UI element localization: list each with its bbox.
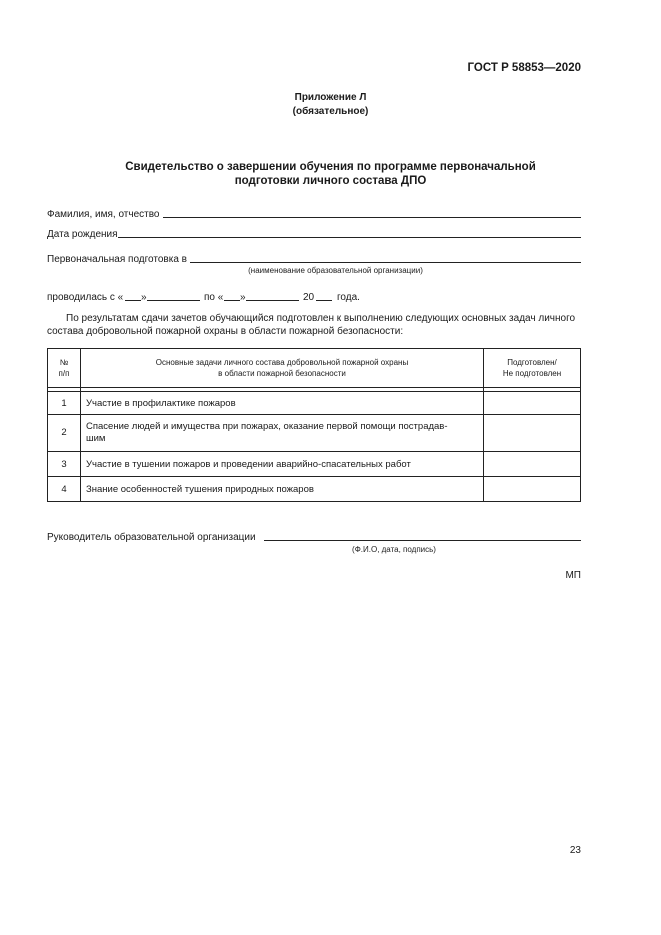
- period-from-close: »: [141, 292, 147, 303]
- table-header-row: [48, 349, 581, 388]
- tasks-table: [47, 348, 581, 502]
- period-from-day-field[interactable]: [125, 300, 141, 301]
- appendix-label: Приложение Л: [294, 92, 367, 103]
- organization-field[interactable]: [190, 262, 581, 263]
- result-cell[interactable]: [484, 477, 581, 502]
- certificate-title-line1: Свидетельство о завершении обучения по программе первоначальной: [125, 161, 536, 173]
- period-to-month-field[interactable]: [246, 300, 299, 301]
- period-to-close: »: [240, 292, 246, 303]
- signature-label: Руководитель образовательной организации: [47, 532, 256, 543]
- period-year-suffix: года.: [337, 292, 360, 303]
- result-cell[interactable]: [484, 452, 581, 477]
- period-from-label: проводилась с «: [47, 292, 124, 303]
- period-from-month-field[interactable]: [147, 300, 200, 301]
- table-row: 4 Знание особенностей тушения природных пожаров: [48, 477, 581, 502]
- initial-training-label: Первоначальная подготовка в: [47, 254, 187, 265]
- intro-text-line2: состава добровольной пожарной охраны в области пожарной безопасности:: [47, 326, 404, 337]
- stamp-placeholder: МП: [565, 570, 581, 581]
- period-to-label: по «: [204, 292, 224, 303]
- period-year-prefix: 20: [303, 292, 315, 303]
- result-cell[interactable]: [484, 415, 581, 452]
- page-number: 23: [569, 845, 581, 856]
- standard-code: ГОСТ Р 58853—2020: [467, 62, 581, 74]
- table-row: 2 Спасение людей и имущества при пожарах, оказание первой помощи пострадав- шим: [48, 415, 581, 452]
- period-year-field[interactable]: [316, 300, 332, 301]
- table-row: 1 Участие в профилактике пожаров: [48, 392, 581, 415]
- signature-caption: (Ф.И.О, дата, подпись): [352, 545, 436, 554]
- full-name-label: Фамилия, имя, отчество: [47, 209, 160, 220]
- full-name-field[interactable]: [163, 217, 581, 218]
- appendix-status: (обязательное): [292, 106, 369, 117]
- certificate-title-line2: подготовки личного состава ДПО: [234, 175, 427, 187]
- table-row: 3 Участие в тушении пожаров и проведении аварийно-спасательных работ: [48, 452, 581, 477]
- result-cell[interactable]: [484, 392, 581, 415]
- header-result: Подготовлен/ Не подготовлен: [484, 349, 581, 388]
- birth-date-label: Дата рождения: [47, 229, 118, 240]
- header-task: Основные задачи личного состава добровольной пожарной охраны в области пожарной безопасности: [81, 349, 484, 388]
- signature-field[interactable]: [264, 540, 581, 541]
- period-to-day-field[interactable]: [224, 300, 240, 301]
- organization-caption: (наименование образовательной организации): [248, 266, 423, 275]
- birth-date-field[interactable]: [118, 237, 581, 238]
- header-num: № п/п: [48, 349, 81, 388]
- intro-text-line1: По результатам сдачи зачетов обучающийся подготовлен к выполнению следующих основных задач личного: [66, 313, 576, 324]
